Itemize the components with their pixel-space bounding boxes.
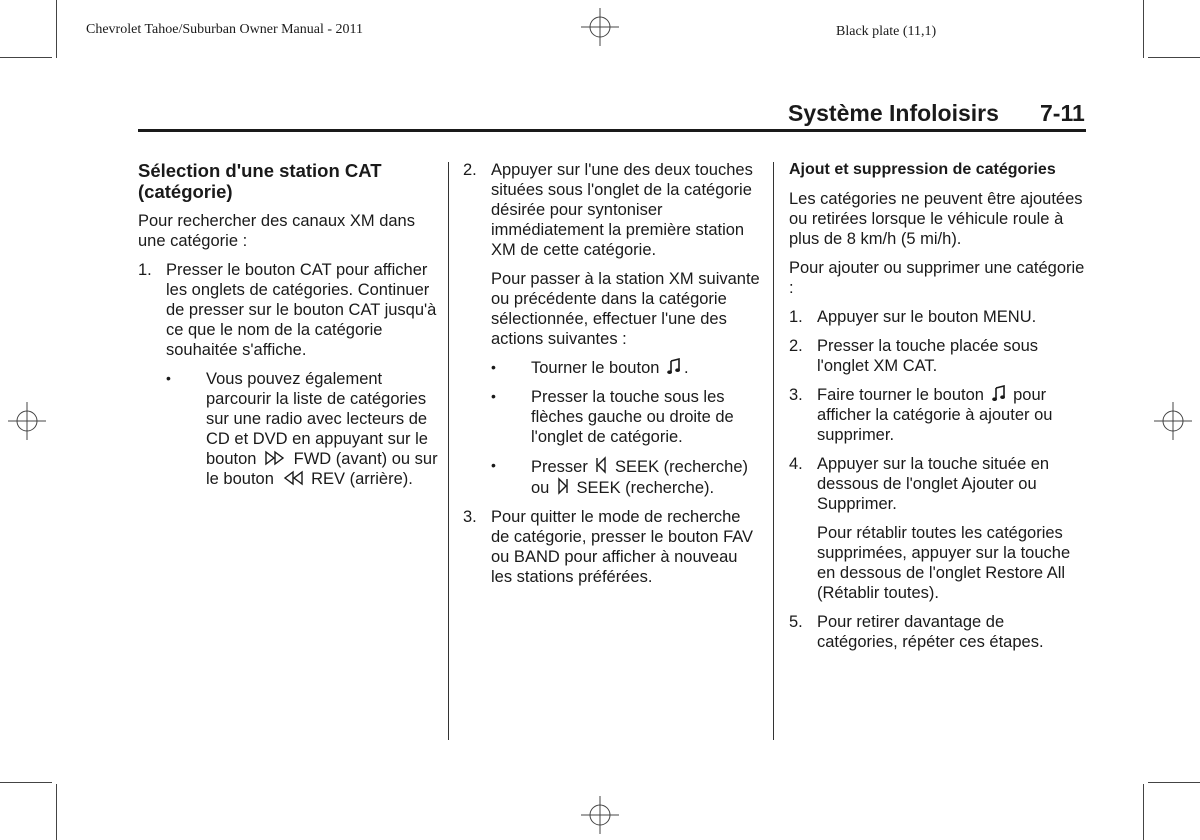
registration-mark-bottom (581, 796, 619, 834)
step-text: Presser la touche placée sous l'onglet XM CAT. (817, 337, 1039, 375)
header-rule (138, 129, 1086, 132)
registration-mark-left (8, 402, 46, 440)
music-note-icon (992, 385, 1006, 402)
column-3 (789, 160, 1089, 661)
step-item (138, 260, 438, 360)
step-text-end: pour afficher la catégorie à ajouter ou supprimer. (817, 386, 1053, 444)
step-number: 4. (789, 455, 803, 473)
paragraph: Pour ajouter ou supprimer une catégorie : (789, 259, 1085, 297)
step-text: Faire tourner le bouton (817, 386, 984, 404)
bullet-item (463, 387, 763, 447)
step-item (463, 160, 763, 260)
page-number: 7-11 (1040, 100, 1085, 126)
step-text: Appuyer sur le bouton MENU. (817, 308, 1037, 326)
column-divider-1 (448, 162, 449, 740)
step-number: 1. (138, 261, 152, 279)
step-number: 2. (463, 161, 477, 179)
step-number: 5. (789, 613, 803, 631)
column-2 (463, 160, 763, 596)
bullet-mark: • (491, 457, 496, 473)
bullet-text: Presser la touche sous les flèches gauche ou droite de l'onglet de catégorie. (531, 388, 734, 446)
step-item (463, 507, 763, 587)
print-header-right: Black plate (11,1) (836, 24, 937, 39)
seek-forward-icon (557, 477, 569, 495)
section-heading: Sélection d'une station CAT (catégorie) (138, 160, 382, 202)
print-header-left: Chevrolet Tahoe/Suburban Owner Manual - 2011 (86, 22, 364, 37)
step-text: Presser le bouton CAT pour afficher les onglets de catégories. Continuer de presser sur le bouton CAT jusqu'à ce que le nom de la catégorie souhaitée s'affiche. (166, 261, 437, 359)
bullet-mark: • (491, 359, 496, 375)
step-text: Appuyer sur la touche située en dessous de l'onglet Ajouter ou Supprimer. (817, 455, 1050, 513)
bullet-text-end: SEEK (recherche). (576, 479, 715, 497)
bullet-item (138, 369, 438, 489)
step-text: Pour quitter le mode de recherche de catégorie, presser le bouton FAV ou BAND pour afficher à nouveau les stations préférées. (491, 508, 754, 586)
bullet-item (463, 456, 763, 498)
rewind-icon (282, 470, 304, 486)
fast-forward-icon (264, 450, 286, 466)
step-text: Appuyer sur l'une des deux touches situées sous l'onglet de la catégorie désirée pour syntoniser immédiatement la première station XM de cette catégorie. (491, 161, 753, 259)
bullet-text-fwd: FWD (avant) ou sur le bouton (206, 450, 438, 488)
bullet-text-end: . (684, 359, 689, 377)
step-number: 2. (789, 337, 803, 355)
bullet-text: Presser (531, 458, 588, 476)
bullet-mark: • (166, 370, 171, 386)
step-item (789, 307, 1089, 327)
step-item (789, 336, 1089, 376)
page-title: Système Infoloisirs (788, 100, 999, 126)
bullet-text-rev: REV (arrière). (311, 470, 413, 488)
step-item (789, 385, 1089, 445)
bullet-mark: • (491, 388, 496, 404)
bullet-item (463, 358, 763, 378)
registration-mark-right (1154, 402, 1192, 440)
step-subparagraph: Pour passer à la station XM suivante ou précédente dans la catégorie sélectionnée, effectuer l'une des actions suivantes : (491, 270, 760, 348)
music-note-icon (667, 358, 681, 375)
registration-mark-top (581, 8, 619, 46)
subsection-heading: Ajout et suppression de catégories (789, 161, 1056, 178)
column-1 (138, 160, 438, 498)
seek-back-icon (595, 456, 607, 474)
intro-paragraph: Pour rechercher des canaux XM dans une catégorie : (138, 212, 415, 250)
step-number: 1. (789, 308, 803, 326)
step-number: 3. (463, 508, 477, 526)
step-number: 3. (789, 386, 803, 404)
bullet-text-mid: SEEK (recherche) ou (531, 458, 749, 497)
step-item (789, 612, 1089, 652)
bullet-text: Tourner le bouton (531, 359, 660, 377)
step-subparagraph: Pour rétablir toutes les catégories supprimées, appuyer sur la touche en dessous de l'onglet Restore All (Rétablir toutes). (817, 524, 1071, 602)
step-text: Pour retirer davantage de catégories, répéter ces étapes. (817, 613, 1044, 651)
column-divider-2 (773, 162, 774, 740)
bullet-text: Vous pouvez également parcourir la liste de catégories sur une radio avec lecteurs de CD et DVD en appuyant sur le bouton (206, 370, 428, 468)
paragraph: Les catégories ne peuvent être ajoutées ou retirées lorsque le véhicule roule à plus de 8 km/h (5 mi/h). (789, 190, 1083, 248)
step-item (789, 454, 1089, 514)
